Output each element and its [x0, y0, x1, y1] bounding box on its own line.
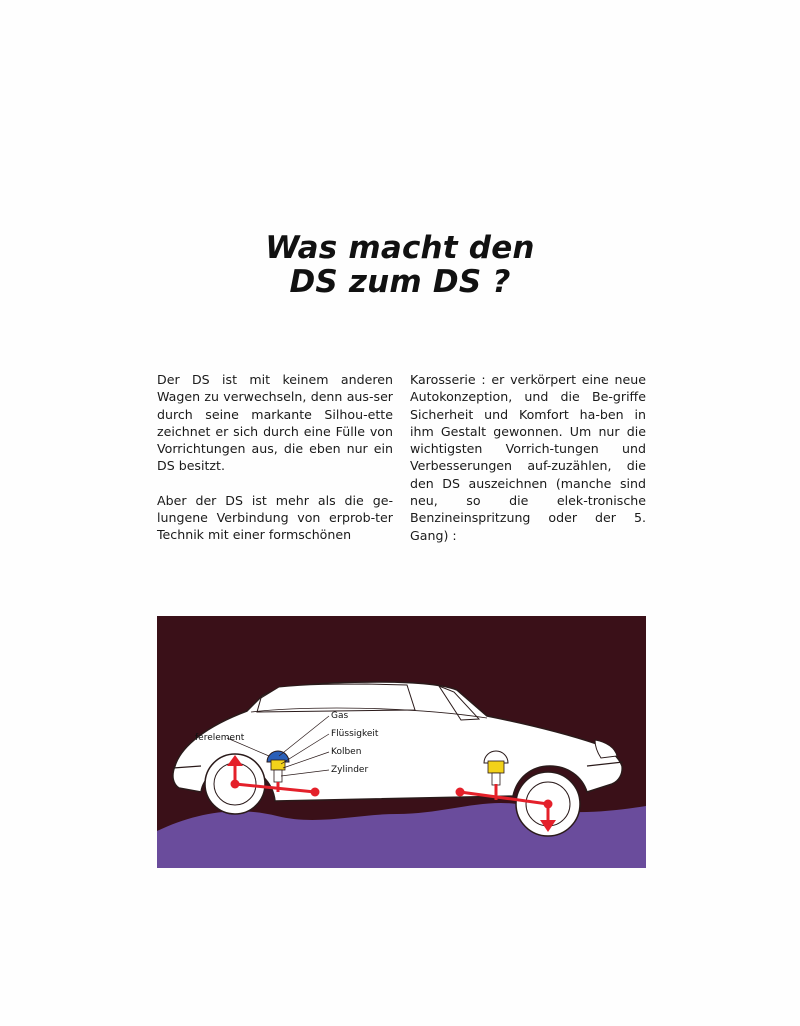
paragraph: Karosserie : er verkörpert eine neue Autokonzeption, und die Be-griffe Sicherheit und Komfort ha-ben in ihm Gestalt gewonnen. Um nur die wichtigsten Vorrich-tungen und Verbesserungen auf-zuzählen, die den DS auszeichnen (manche sind neu, so die elek-tronische Benzineinspritzung oder der 5. Gang) :: [410, 372, 646, 543]
body-column-right: [410, 371, 646, 561]
label-gas: Gas: [331, 711, 349, 721]
suspension-illustration: [157, 616, 646, 868]
suspension-diagram: [157, 616, 646, 868]
label-kolben: Kolben: [331, 747, 362, 757]
page-title-line-1: Was macht den: [265, 230, 535, 266]
label-zylinder: Zylinder: [331, 765, 369, 775]
label-federelement: ferelement: [195, 733, 245, 743]
body-column-left: [157, 371, 393, 561]
page-title-line-2: DS zum DS ?: [289, 264, 511, 300]
label-fluessigkeit: Flüssigkeit: [331, 729, 379, 739]
paragraph: Der DS ist mit keinem anderen Wagen zu verwechseln, denn aus-ser durch seine markante Silhou-ette zeichnet er sich durch eine Fülle von Vorrichtungen aus, die eben nur ein DS besitzt.: [157, 372, 393, 474]
paragraph: Aber der DS ist mehr als die ge-lungene Verbindung von erprob-ter Technik mit einer formschönen: [157, 492, 393, 543]
